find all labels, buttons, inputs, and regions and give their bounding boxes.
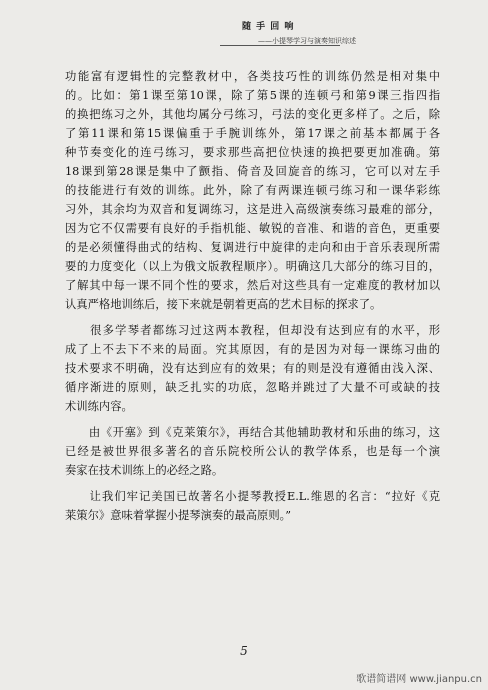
text-line: 术训练内容。 — [65, 400, 133, 413]
text-line: 了解其中每一课不同个性的要求，然后对这些具有一定难度的教材加以 — [65, 279, 440, 292]
body-text — [65, 67, 440, 525]
text-line: 莱策尔》意味着掌握小提琴演奏的最高原则。” — [65, 509, 292, 522]
page-header — [0, 0, 488, 58]
text-line: 18课到第28课是集中了颤指、倚音及回旋音的练习，它可以对左手 — [65, 165, 440, 178]
paragraph — [65, 487, 440, 525]
text-line: 的技能进行有效的训练。此外，除了有两课连顿弓练习和一课华彩练 — [65, 184, 440, 197]
paragraph-gap — [65, 480, 440, 487]
paragraph-gap — [65, 416, 440, 423]
paragraph — [65, 67, 440, 314]
text-line: 已经是被世界很多著名的音乐院校所公认的教学体系，也是每一个演 — [65, 445, 440, 458]
text-line: 要的力度变化（以上为俄文版教程顺序）。明确这几大部分的练习目的， — [65, 260, 440, 273]
header-subtitle: ——小提琴学习与演奏知识综述 — [258, 37, 356, 45]
text-line: 了第11课和第15课偏重于手腕训练外，第17课之前基本都属于各 — [65, 127, 440, 140]
paragraph-gap — [65, 314, 440, 321]
text-line: 习外，其余均为双音和复调练习，这是进入高级演奏练习最难的部分， — [65, 203, 440, 216]
paragraph — [65, 423, 440, 480]
text-line: 奏家在技术训练上的必经之路。 — [65, 464, 224, 477]
text-line: 技术要求不明确，没有达到应有的效果；有的则是没有遵循由浅入深、 — [65, 362, 440, 375]
text-line: 的换把练习之外，其他均属分弓练习，弓法的变化更多样了。之后，除 — [65, 108, 440, 121]
text-line: 让我们牢记美国已故著名小提琴教授E.L.维恩的名言：“拉好《克 — [65, 490, 440, 503]
text-line: 循序渐进的原则，缺乏扎实的功底，忽略并跳过了大量不可或缺的技 — [65, 381, 440, 394]
site-watermark: 歌谱简谱网 www.jianpu.cn — [356, 674, 482, 685]
text-line: 种节奏变化的连弓练习，要求那些高把位快速的换把要更加准确。第 — [65, 146, 440, 159]
text-line: 认真严格地训练后，接下来就是朝着更高的艺术目标的探求了。 — [65, 298, 382, 311]
text-line: 的是必须懂得曲式的结构、复调进行中旋律的走向和由于音乐表现所需 — [65, 241, 440, 254]
text-line: 成了上不去下不来的局面。究其原因，有的是因为对每一课练习曲的 — [65, 343, 440, 356]
text-line: 的。比如：第1课至第10课，除了第5课的连顿弓和第9课三指四指 — [65, 89, 440, 102]
header-title: 随 手 回 响 — [242, 22, 295, 32]
page-number: 5 — [240, 644, 248, 658]
text-line: 由《开塞》到《克莱策尔》，再结合其他辅助教材和乐曲的练习，这 — [65, 426, 440, 439]
text-line: 因为它不仅需要有良好的手指机能、敏锐的音准、和谐的音色，更重要 — [65, 222, 440, 235]
paragraph — [65, 321, 440, 416]
text-line: 很多学琴者都练习过这两本教程，但却没有达到应有的水平，形 — [65, 324, 440, 337]
text-line: 功能富有逻辑性的完整教材中，各类技巧性的训练仍然是相对集中 — [65, 70, 440, 83]
